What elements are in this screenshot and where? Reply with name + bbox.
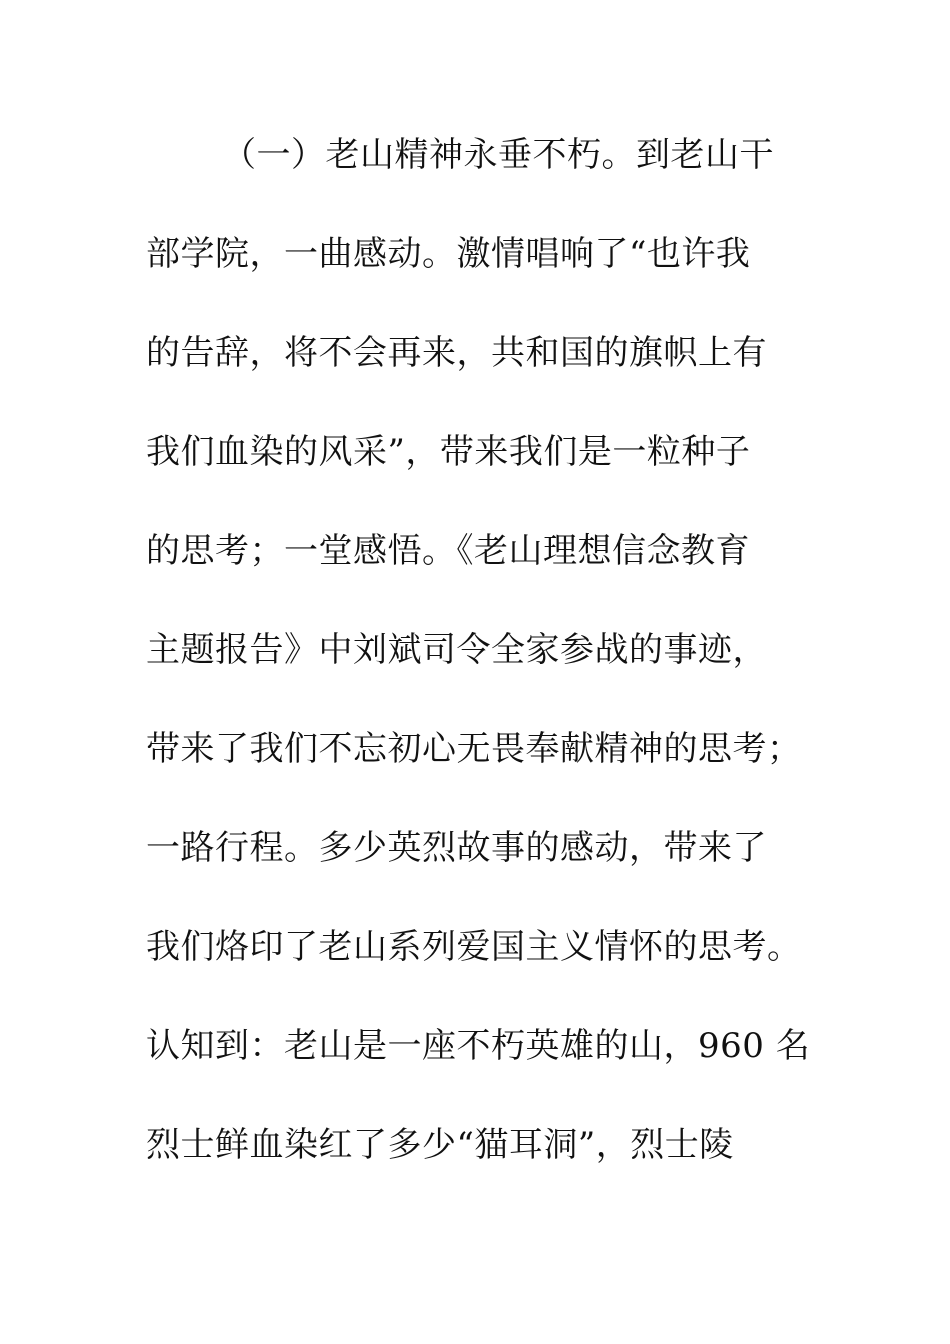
- text-line-4: 我们血染的风采”，带来我们是一粒种子: [146, 432, 751, 472]
- text-line-10: 认知到：老山是一座不朽英雄的山，960 名: [146, 1026, 811, 1066]
- text-line-6: 主题报告》中刘斌司令全家参战的事迹，: [146, 630, 767, 670]
- body-paragraph: [146, 124, 816, 1213]
- text-line-11: 烈士鲜血染红了多少“猫耳洞”，烈士陵: [146, 1125, 734, 1165]
- text-line-3: 的告辞，将不会再来，共和国的旗帜上有: [146, 333, 767, 373]
- text-line-7: 带来了我们不忘初心无畏奉献精神的思考；: [146, 729, 802, 769]
- text-line-9: 我们烙印了老山系列爱国主义情怀的思考。: [146, 927, 802, 967]
- text-line-5: 的思考；一堂感悟。《老山理想信念教育: [146, 531, 750, 571]
- text-line-8: 一路行程。多少英烈故事的感动，带来了: [146, 828, 767, 868]
- text-line-2: 部学院，一曲感动。激情唱响了“也许我: [146, 234, 751, 274]
- text-line-1: （一）老山精神永垂不朽。到老山干: [222, 135, 774, 175]
